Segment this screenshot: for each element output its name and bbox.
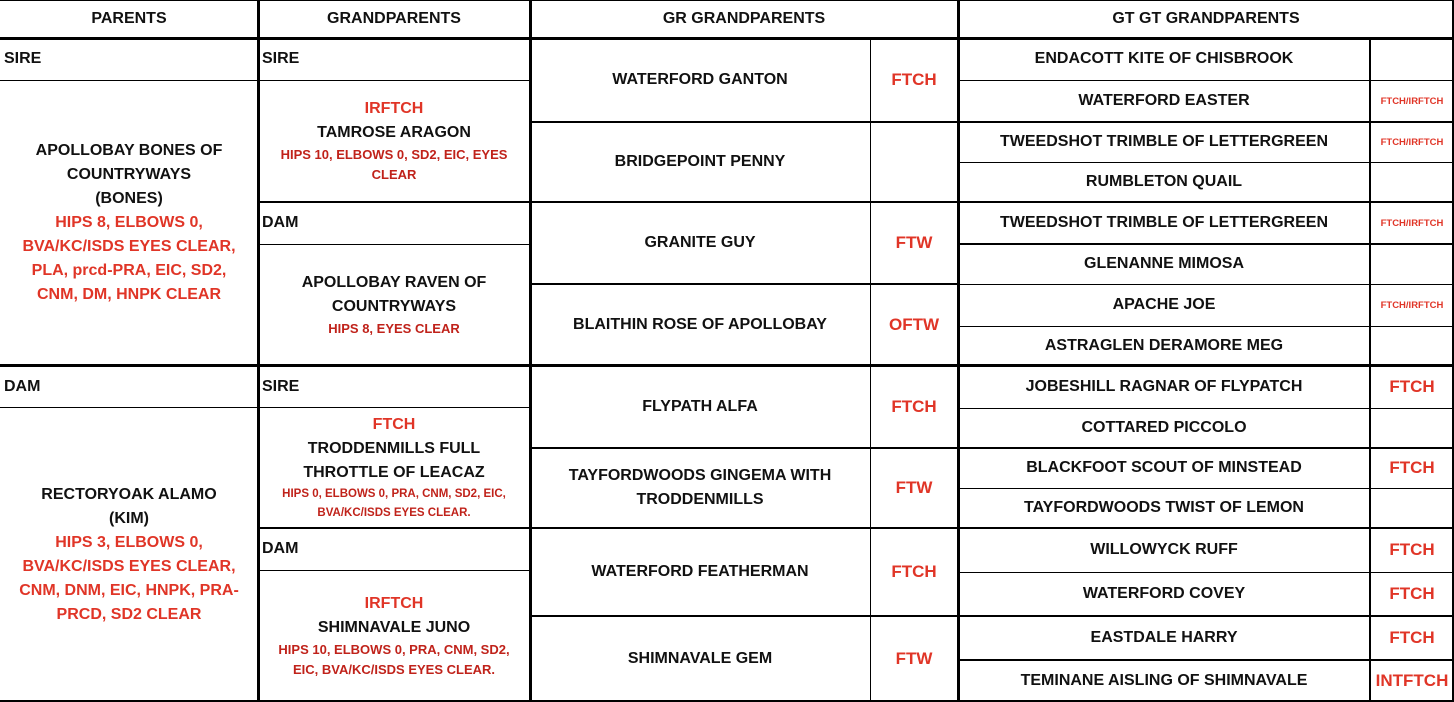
gp-name-line: TRODDENMILLS FULL	[307, 440, 481, 457]
ggp-title-cell: FTCH	[891, 397, 937, 416]
header-grandparents: GRANDPARENTS	[327, 10, 461, 27]
gp-name-line: THROTTLE OF LEACAZ	[303, 464, 485, 481]
ggp-name-cell	[530, 38, 870, 122]
ggp-title-cell: FTCH	[891, 562, 937, 581]
gggp-name-cell: WATERFORD COVEY	[1082, 585, 1246, 602]
grid-line	[258, 80, 530, 81]
ggp-name-cell	[530, 284, 870, 366]
ggp-name-cell	[530, 616, 870, 702]
gp-title: FTCH	[372, 416, 416, 433]
grid-line	[958, 408, 1454, 409]
gggp-title-cell: FTCH	[1389, 458, 1435, 477]
grid-line	[958, 488, 1454, 489]
ggp-name-line: GRANITE GUY	[644, 234, 756, 251]
gggp-title-cell: INTFTCH	[1375, 671, 1449, 690]
gggp-name-cell: ENDACOTT KITE OF CHISBROOK	[1034, 50, 1294, 67]
grid-line	[958, 80, 1454, 81]
header-gt-gt-grandparents: GT GT GRANDPARENTS	[1112, 10, 1300, 27]
gggp-title-cell	[1370, 488, 1454, 528]
header-parents: PARENTS	[91, 10, 167, 27]
gp-name-line: TAMROSE ARAGON	[317, 124, 471, 141]
gggp-name-cell: TWEEDSHOT TRIMBLE OF LETTERGREEN	[1000, 214, 1328, 231]
ggp-name-line: TRODDENMILLS	[636, 491, 764, 508]
ggp-title-cell: OFTW	[888, 315, 940, 334]
gggp-title-cell: FTCH/IRFTCH	[1380, 299, 1444, 311]
sire-health-line: BVA/KC/ISDS EYES CLEAR,	[22, 238, 236, 255]
dam-name-line: RECTORYOAK ALAMO	[41, 486, 217, 503]
sire-health-line: CNM, DM, HNPK CLEAR	[37, 286, 221, 303]
dam-health-line: BVA/KC/ISDS EYES CLEAR,	[22, 558, 236, 575]
gggp-title-cell	[1370, 38, 1454, 80]
sire-name-line: COUNTRYWAYS	[66, 166, 192, 183]
gp-label: SIRE	[262, 50, 300, 67]
grandparent-cell	[258, 408, 530, 528]
sire-health-line: PLA, prcd-PRA, EIC, SD2,	[31, 262, 227, 279]
grid-line	[529, 0, 532, 702]
ggp-name-cell	[530, 202, 870, 284]
grid-line	[258, 201, 530, 203]
gggp-title-cell: FTCH	[1389, 540, 1435, 559]
gggp-title-cell: FTCH	[1389, 628, 1435, 647]
ggp-title-cell	[870, 122, 958, 202]
ggp-name-line: WATERFORD FEATHERMAN	[591, 563, 809, 580]
gggp-title-cell	[1370, 326, 1454, 366]
gp-health-line: HIPS 10, ELBOWS 0, PRA, CNM, SD2,	[278, 642, 510, 657]
grid-line	[0, 364, 1454, 367]
dam-health-line: PRCD, SD2 CLEAR	[56, 606, 202, 623]
dam-health-line: CNM, DNM, EIC, HNPK, PRA-	[19, 582, 239, 599]
grid-line	[958, 121, 1454, 123]
gggp-title-cell: FTCH/IRFTCH	[1380, 217, 1444, 229]
ggp-name-cell	[530, 366, 870, 448]
ggp-title-cell: FTW	[895, 478, 933, 497]
grid-line	[530, 121, 958, 123]
ggp-title-cell: FTCH	[891, 70, 937, 89]
grid-line	[0, 80, 258, 81]
gggp-name-cell: WATERFORD EASTER	[1078, 92, 1250, 109]
ggp-name-line: WATERFORD GANTON	[612, 71, 788, 88]
ggp-name-cell	[530, 122, 870, 202]
grid-line	[958, 659, 1454, 661]
sire-health-line: HIPS 8, ELBOWS 0,	[55, 214, 203, 231]
ggp-name-line: TAYFORDWOODS GINGEMA WITH	[568, 467, 832, 484]
ggp-title-cell: FTW	[895, 649, 933, 668]
gggp-title-cell	[1370, 162, 1454, 202]
gggp-name-cell: TAYFORDWOODS TWIST OF LEMON	[1024, 499, 1304, 516]
grid-line	[530, 283, 958, 285]
grid-line	[958, 243, 1454, 245]
grandparent-cell	[258, 244, 530, 366]
grid-line	[958, 284, 1454, 285]
gggp-title-cell	[1370, 244, 1454, 284]
ggp-name-line: FLYPATH ALFA	[642, 398, 758, 415]
sire-nickname: (BONES)	[95, 190, 163, 207]
sire-label: SIRE	[4, 50, 42, 67]
grandparent-cell	[258, 570, 530, 702]
grid-line	[958, 572, 1454, 573]
grid-line	[958, 615, 1454, 617]
ggp-name-cell	[530, 528, 870, 616]
gp-health-line: EIC, BVA/KC/ISDS EYES CLEAR.	[292, 662, 495, 677]
gggp-name-cell: APACHE JOE	[1112, 296, 1216, 313]
dam-parent-cell	[0, 408, 258, 702]
grid-line	[958, 326, 1454, 327]
gp-label: DAM	[262, 540, 299, 557]
gp-title: IRFTCH	[364, 100, 424, 117]
gggp-title-cell: FTCH/IRFTCH	[1380, 95, 1444, 107]
gggp-name-cell: RUMBLETON QUAIL	[1085, 173, 1243, 190]
sire-parent-cell	[0, 80, 258, 366]
gp-label: SIRE	[262, 378, 300, 395]
gggp-name-cell: JOBESHILL RAGNAR OF FLYPATCH	[1025, 378, 1303, 395]
gp-health-line: HIPS 0, ELBOWS 0, PRA, CNM, SD2, EIC,	[282, 488, 506, 500]
gp-health-line: HIPS 10, ELBOWS 0, SD2, EIC, EYES	[280, 147, 508, 162]
grid-line	[530, 447, 958, 449]
grid-line	[530, 615, 958, 617]
grid-line	[958, 527, 1454, 529]
gp-label: DAM	[262, 214, 299, 231]
gggp-name-cell: COTTARED PICCOLO	[1081, 419, 1247, 436]
grid-line	[258, 527, 530, 529]
gggp-title-cell: FTCH	[1389, 377, 1435, 396]
grid-line	[958, 201, 1454, 203]
header-gr-grandparents: GR GRANDPARENTS	[662, 10, 826, 27]
gp-health-line: HIPS 8, EYES CLEAR	[328, 321, 460, 336]
grid-line	[0, 37, 1454, 40]
gggp-name-cell: EASTDALE HARRY	[1090, 629, 1238, 646]
gggp-name-cell: ASTRAGLEN DERAMORE MEG	[1044, 337, 1284, 354]
dam-health-line: HIPS 3, ELBOWS 0,	[55, 534, 203, 551]
ggp-name-line: BLAITHIN ROSE OF APOLLOBAY	[573, 316, 827, 333]
gp-name-line: APOLLOBAY RAVEN OF	[301, 274, 487, 291]
grid-line	[957, 0, 960, 702]
gp-health-line: CLEAR	[371, 167, 417, 182]
gp-health-line: BVA/KC/ISDS EYES CLEAR.	[317, 507, 471, 519]
gggp-name-cell: WILLOWYCK RUFF	[1090, 541, 1238, 558]
grid-line	[530, 527, 958, 529]
grid-line	[0, 0, 1454, 1]
grid-line	[958, 162, 1454, 163]
gp-title: IRFTCH	[364, 595, 424, 612]
gp-name-line: SHIMNAVALE JUNO	[317, 619, 471, 636]
dam-label: DAM	[4, 378, 41, 395]
grandparent-cell	[258, 80, 530, 202]
sire-name-line: APOLLOBAY BONES OF	[35, 142, 223, 159]
grid-line	[0, 407, 258, 408]
ggp-name-line: BRIDGEPOINT PENNY	[614, 153, 786, 170]
gp-name-line: COUNTRYWAYS	[331, 298, 457, 315]
ggp-title-cell: FTW	[895, 233, 933, 252]
gggp-name-cell: TEMINANE AISLING OF SHIMNAVALE	[1020, 672, 1308, 689]
grid-line	[257, 0, 260, 702]
ggp-name-line: SHIMNAVALE GEM	[627, 650, 773, 667]
gggp-name-cell: TWEEDSHOT TRIMBLE OF LETTERGREEN	[1000, 133, 1328, 150]
gggp-title-cell: FTCH	[1389, 584, 1435, 603]
grid-line	[530, 201, 958, 203]
gggp-name-cell: GLENANNE MIMOSA	[1084, 255, 1244, 272]
gggp-title-cell: FTCH/IRFTCH	[1380, 136, 1444, 148]
grid-line	[258, 244, 530, 245]
grid-line	[870, 38, 871, 702]
gggp-title-cell	[1370, 408, 1454, 448]
ggp-name-cell	[530, 448, 870, 528]
grid-line	[258, 407, 530, 408]
gggp-name-cell: BLACKFOOT SCOUT OF MINSTEAD	[1026, 459, 1302, 476]
grid-line	[958, 447, 1454, 449]
grid-line	[1369, 38, 1371, 702]
grid-line	[258, 570, 530, 571]
dam-nickname: (KIM)	[109, 510, 149, 527]
